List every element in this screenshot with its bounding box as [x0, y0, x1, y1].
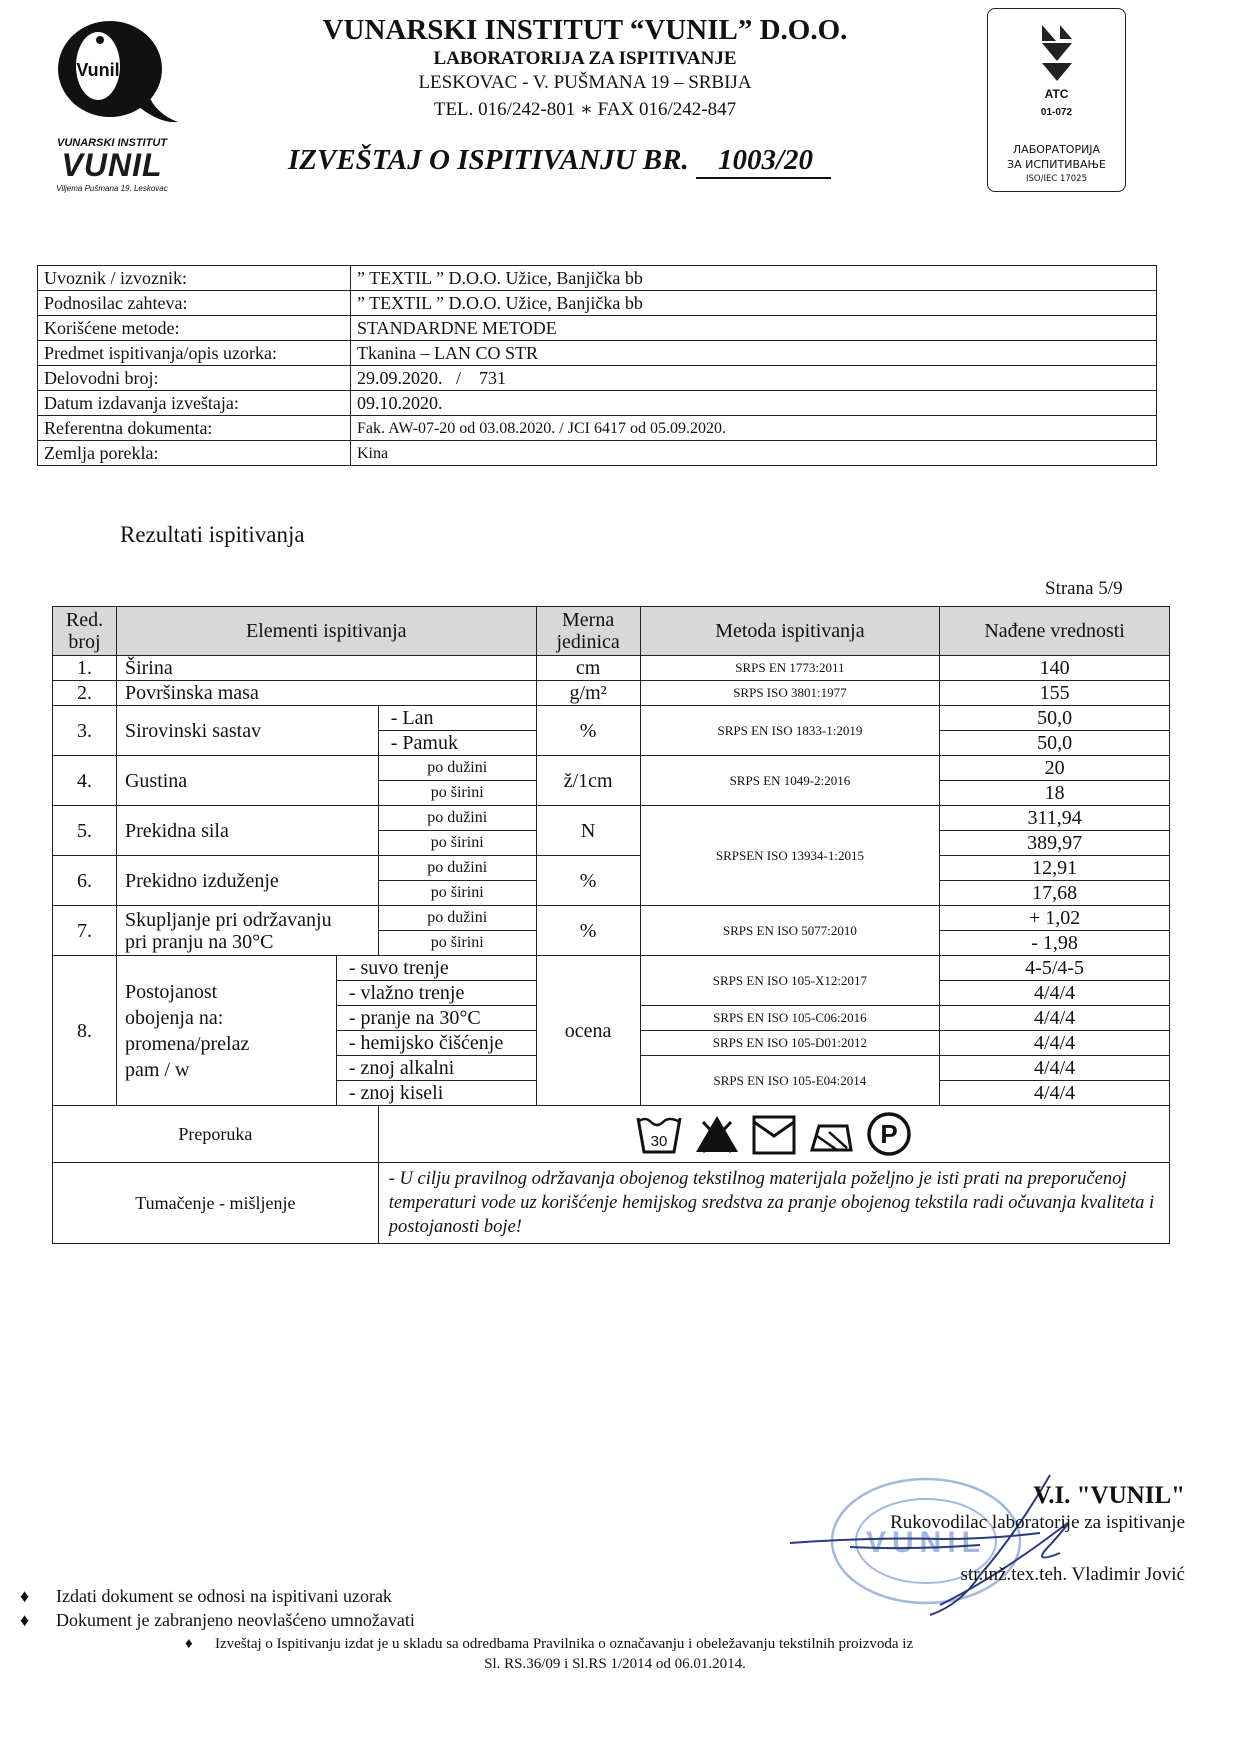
row-value: 4-5/4-5 [940, 956, 1170, 981]
row-value: 4/4/4 [940, 1006, 1170, 1031]
row-unit: cm [536, 656, 640, 681]
lab-name: LABORATORIJA ZA ISPITIVANJE [433, 48, 737, 69]
recommendation-label: Preporuka [53, 1106, 379, 1163]
page-number: Strana 5/9 [1045, 578, 1123, 599]
row-method: SRPS EN ISO 1833-1:2019 [640, 706, 940, 756]
info-value: Tkanina – LAN CO STR [351, 341, 1157, 366]
row-sub-element: - hemijsko čišćenje [336, 1031, 536, 1056]
row-method: SRPS EN ISO 105-E04:2014 [640, 1056, 940, 1106]
row-method: SRPS EN ISO 5077:2010 [640, 906, 940, 956]
bullet-icon: ♦ [20, 1586, 30, 1606]
row-sub-element: - Pamuk [378, 731, 536, 756]
info-value: ” TEXTIL ” D.O.O. Užice, Banjička bb [351, 266, 1157, 291]
table-row [53, 681, 1170, 706]
svg-text:VUNIL: VUNIL [866, 1526, 986, 1559]
row-sub-element: - suvo trenje [336, 956, 536, 981]
row-value: 17,68 [940, 881, 1170, 906]
row-value: 4/4/4 [940, 1081, 1170, 1106]
svg-text:Vunil: Vunil [76, 60, 120, 80]
row-element: Širina [116, 656, 536, 681]
care-symbols [383, 1110, 1165, 1158]
info-value: Kina [351, 441, 1157, 466]
row-method: SRPSEN ISO 13934-1:2015 [640, 806, 940, 906]
row-value: + 1,02 [940, 906, 1170, 931]
institute-address: LESKOVAC - V. PUŠMANA 19 – SRBIJA [418, 72, 752, 93]
footer-note-text: Dokument je zabranjeno neovlašćeno umnožavati [56, 1610, 415, 1630]
row-element: Površinska masa [116, 681, 536, 706]
info-value: ” TEXTIL ” D.O.O. Užice, Banjička bb [351, 291, 1157, 316]
info-row [38, 266, 1157, 291]
footer-note-text: Izdati dokument se odnosi na ispitivani uzorak [56, 1586, 392, 1606]
row-direction: po dužini [378, 756, 536, 781]
row-number: 1. [53, 656, 117, 681]
header-unit: Merna jedinica [536, 607, 640, 656]
row-number: 8. [53, 956, 117, 1106]
interpretation-text: - U cilju pravilnog održavanja obojenog tekstilnog materijala poželjno je isti prati na preporučenoj temperaturi vode uz korišćenje hemijskog sredstva za pranje obojenog tekstila radi očuvanja kvaliteta i postojanosti boje! [378, 1163, 1169, 1244]
dry-clean-letter: P [880, 1119, 898, 1149]
bullet-icon: ♦ [20, 1610, 30, 1630]
footer-note [20, 1586, 392, 1607]
info-label: Referentna dokumenta: [38, 416, 351, 441]
info-label: Zemlja porekla: [38, 441, 351, 466]
info-row [38, 316, 1157, 341]
info-label: Predmet ispitivanja/opis uzorka: [38, 341, 351, 366]
atc-code: ATC [1044, 87, 1069, 101]
info-label: Datum izdavanja izveštaja: [38, 391, 351, 416]
row-value: 50,0 [940, 731, 1170, 756]
atc-line-1: ЛАБОРАТОРИЈА [1012, 143, 1101, 156]
atc-line-3: ISO/IEC 17025 [1025, 174, 1087, 184]
row-number: 7. [53, 906, 117, 956]
atc-logo-icon [1022, 21, 1092, 83]
row-direction: po dužini [378, 806, 536, 831]
info-value: Fak. AW-07-20 od 03.08.2020. / JCI 6417 od 05.09.2020. [351, 416, 1157, 441]
row-value: 18 [940, 781, 1170, 806]
header-method: Metoda ispitivanja [640, 607, 940, 656]
row-direction: po dužini [378, 856, 536, 881]
row-value: 20 [940, 756, 1170, 781]
row-element: Prekidno izduženje [116, 856, 378, 906]
info-row [38, 416, 1157, 441]
row-number: 2. [53, 681, 117, 706]
no-bleach-icon [693, 1112, 741, 1156]
results-header-row [53, 607, 1170, 656]
row-method: SRPS ISO 3801:1977 [640, 681, 940, 706]
row-value: 12,91 [940, 856, 1170, 881]
signature-icon [790, 1455, 1180, 1625]
header-value: Nađene vrednosti [940, 607, 1170, 656]
row-value: 140 [940, 656, 1170, 681]
row-value: 50,0 [940, 706, 1170, 731]
results-title: Rezultati ispitivanja [120, 522, 305, 547]
logo-address-text: Viljema Pušmana 19, Leskovac [56, 184, 168, 193]
logo-institute-text: VUNARSKI INSTITUT [57, 137, 167, 149]
row-direction: po širini [378, 831, 536, 856]
signature-org: V.I. "VUNIL" [1033, 1482, 1185, 1509]
row-unit: N [536, 806, 640, 856]
header-element: Elementi ispitivanja [116, 607, 536, 656]
info-value: STANDARDNE METODE [351, 316, 1157, 341]
iron-icon [807, 1112, 855, 1156]
row-sub-element: - znoj alkalni [336, 1056, 536, 1081]
row-value: 4/4/4 [940, 1031, 1170, 1056]
row-value: 311,94 [940, 806, 1170, 831]
row-unit: % [536, 706, 640, 756]
row-element-line-4: pam / w [124, 1058, 190, 1081]
institute-title: VUNARSKI INSTITUT “VUNIL” D.O.O. [322, 14, 848, 46]
wash-30-icon [635, 1112, 683, 1156]
row-method: SRPS EN 1773:2011 [640, 656, 940, 681]
row-element: Gustina [116, 756, 378, 806]
recommendation-row [53, 1106, 1170, 1163]
row-element: Prekidna sila [116, 806, 378, 856]
row-number: 6. [53, 856, 117, 906]
info-label: Delovodni broj: [38, 366, 351, 391]
bullet-icon: ♦ [185, 1636, 193, 1652]
row-element-line-2: pri pranju na 30°C [124, 930, 274, 953]
row-number: 3. [53, 706, 117, 756]
row-element-line-3: promena/prelaz [124, 1032, 250, 1055]
care-symbols-cell [378, 1106, 1169, 1163]
table-row [53, 806, 1170, 831]
row-element-line-2: obojenja na: [124, 1006, 224, 1029]
institute-phone: TEL. 016/242-801 ∗ FAX 016/242-847 [433, 99, 737, 120]
info-value: 29.09.2020. / 731 [351, 366, 1157, 391]
row-value: - 1,98 [940, 931, 1170, 956]
atc-number: 01-072 [1040, 107, 1073, 118]
interpretation-label: Tumačenje - mišljenje [53, 1163, 379, 1244]
row-method: SRPS EN ISO 105-D01:2012 [640, 1031, 940, 1056]
row-element [116, 906, 378, 956]
row-element-line-1: Skupljanje pri održavanju [124, 908, 332, 931]
info-label: Korišćene metode: [38, 316, 351, 341]
info-row [38, 441, 1157, 466]
info-row [38, 291, 1157, 316]
signature-name: str.inž.tex.teh. Vladimir Jović [960, 1564, 1185, 1585]
row-method: SRPS EN ISO 105-C06:2016 [640, 1006, 940, 1031]
row-unit: ocena [536, 956, 640, 1106]
row-sub-element: - Lan [378, 706, 536, 731]
info-value: 09.10.2020. [351, 391, 1157, 416]
row-element [116, 956, 336, 1106]
table-row [53, 756, 1170, 781]
report-number: 1003/20 [696, 144, 831, 179]
row-element-line-1: Postojanost [124, 980, 218, 1003]
footer-note-continued: Sl. RS.36/09 i Sl.RS 1/2014 od 06.01.2014. [484, 1656, 746, 1672]
row-method: SRPS EN ISO 105-X12:2017 [640, 956, 940, 1006]
row-direction: po širini [378, 931, 536, 956]
wash-temp-text: 30 [650, 1133, 668, 1150]
report-label: IZVEŠTAJ O ISPITIVANJU BR. [288, 144, 689, 176]
report-info-table [37, 265, 1157, 466]
info-row [38, 366, 1157, 391]
row-direction: po širini [378, 881, 536, 906]
accreditation-badge [987, 8, 1126, 192]
results-table [52, 606, 1170, 1244]
row-element: Sirovinski sastav [116, 706, 378, 756]
row-method: SRPS EN 1049-2:2016 [640, 756, 940, 806]
row-value: 389,97 [940, 831, 1170, 856]
row-direction: po dužini [378, 906, 536, 931]
header-no: Red. broj [53, 607, 117, 656]
info-row [38, 341, 1157, 366]
vunil-logo-icon [38, 14, 188, 134]
info-label: Podnosilac zahteva: [38, 291, 351, 316]
row-unit: ž/1cm [536, 756, 640, 806]
footer-note-text: Izveštaj o Ispitivanju izdat je u skladu sa odredbama Pravilnika o označavanju i obeležavanju tekstilnih proizvoda iz [215, 1636, 914, 1652]
table-row [53, 706, 1170, 731]
row-number: 5. [53, 806, 117, 856]
row-value: 4/4/4 [940, 981, 1170, 1006]
row-unit: % [536, 906, 640, 956]
row-sub-element: - pranje na 30°C [336, 1006, 536, 1031]
info-label: Uvoznik / izvoznik: [38, 266, 351, 291]
row-sub-element: - znoj kiseli [336, 1081, 536, 1106]
info-row [38, 391, 1157, 416]
row-unit: % [536, 856, 640, 906]
dry-clean-p-icon [865, 1110, 913, 1158]
tumble-dry-icon [751, 1112, 797, 1156]
report-title [288, 144, 888, 179]
atc-line-2: ЗА ИСПИТИВАЊЕ [1007, 158, 1106, 171]
row-unit: g/m² [536, 681, 640, 706]
table-row [53, 906, 1170, 931]
logo-name-text: VUNIL [61, 147, 163, 183]
row-sub-element: - vlažno trenje [336, 981, 536, 1006]
footer-note [185, 1636, 1045, 1653]
interpretation-row [53, 1163, 1170, 1244]
table-row [53, 956, 1170, 981]
table-row [53, 656, 1170, 681]
row-direction: po širini [378, 781, 536, 806]
row-value: 4/4/4 [940, 1056, 1170, 1081]
row-number: 4. [53, 756, 117, 806]
row-value: 155 [940, 681, 1170, 706]
signature-role: Rukovodilac laboratorije za ispitivanje [890, 1512, 1185, 1533]
table-row [53, 856, 1170, 881]
footer-note [20, 1610, 415, 1631]
